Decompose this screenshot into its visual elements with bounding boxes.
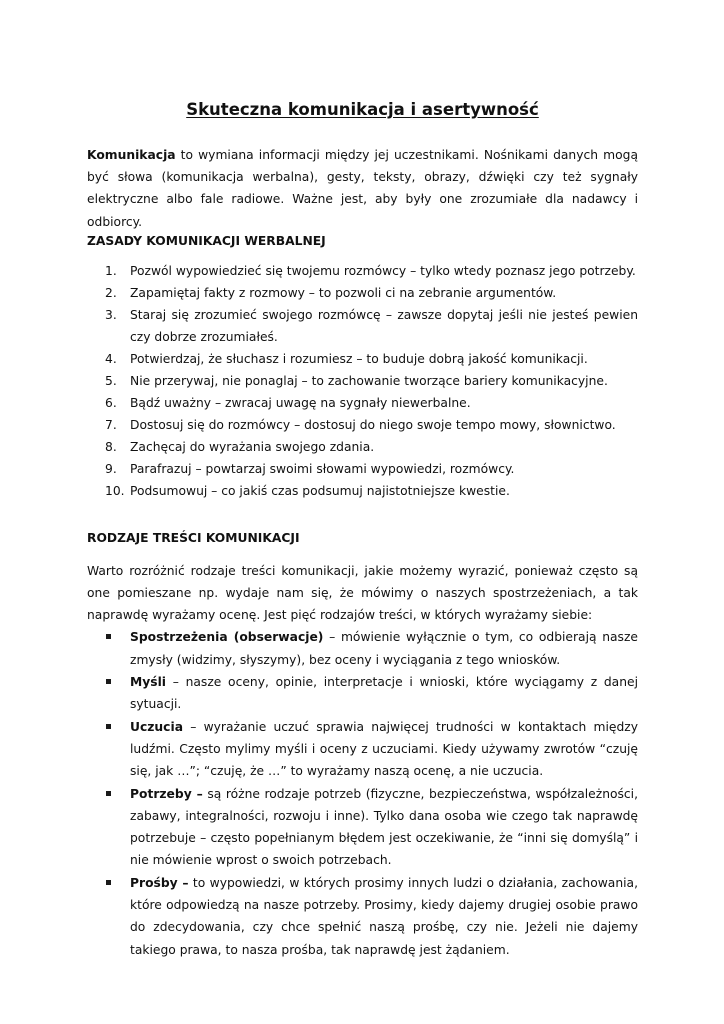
- list-item-term: Prośby –: [130, 875, 189, 890]
- square-bullet-icon: [106, 634, 111, 639]
- list-item-text: Pozwól wypowiedzieć się twojemu rozmówcy – tylko wtedy poznasz jego potrzeby.: [130, 263, 636, 278]
- list-item-term: Uczucia: [130, 719, 183, 734]
- list-item-number: 6.: [105, 395, 117, 410]
- list-item-text: Bądź uważny – zwracaj uwagę na sygnały niewerbalne.: [130, 395, 471, 410]
- list-item: [87, 260, 638, 282]
- list-item-text: Potwierdzaj, że słuchasz i rozumiesz – to buduje dobrą jakość komunikacji.: [130, 351, 588, 366]
- square-bullet-icon: [106, 791, 111, 796]
- list-item-term: Myśli: [130, 675, 167, 690]
- list-item: [87, 716, 638, 783]
- list-item-number: 10.: [105, 483, 125, 498]
- list-item-number: 1.: [105, 263, 117, 278]
- list-item: [87, 626, 638, 671]
- list-item-text: Parafrazuj – powtarzaj swoimi słowami wypowiedzi, rozmówcy.: [130, 461, 515, 476]
- list-item-term: Potrzeby –: [130, 786, 203, 801]
- list-item-text: Podsumowuj – co jakiś czas podsumuj najistotniejsze kwestie.: [130, 483, 510, 498]
- square-bullet-icon: [106, 679, 111, 684]
- list-item-number: 4.: [105, 351, 117, 366]
- types-list: [87, 626, 638, 960]
- list-item: [87, 348, 638, 370]
- list-item-term: Spostrzeżenia (obserwacje): [130, 630, 324, 645]
- intro-paragraph: [87, 144, 638, 233]
- list-item-text: – nasze oceny, opinie, interpretacje i wnioski, które wyciągamy z danej sytuacji.: [130, 675, 638, 712]
- list-item: [87, 414, 638, 436]
- list-item: [87, 392, 638, 414]
- list-item-text: Nie przerywaj, nie ponaglaj – to zachowanie tworzące bariery komunikacyjne.: [130, 373, 608, 388]
- document-title: Skuteczna komunikacja i asertywność: [186, 100, 539, 119]
- list-item: [87, 671, 638, 716]
- intro-term: Komunikacja: [87, 148, 176, 162]
- list-item-text: są różne rodzaje potrzeb (fizyczne, bezpieczeństwa, współzależności, zabawy, integralności, rozwoju i inne). Tylko dana osoba wie czego tak naprawdę potrzebuje – często popełnianym błędem jest oczekiwanie, że “inni się domyślą” i nie mówienie wprost o swoich potrzebach.: [130, 786, 638, 868]
- square-bullet-icon: [106, 880, 111, 885]
- rules-heading: ZASADY KOMUNIKACJI WERBALNEJ: [87, 233, 326, 248]
- list-item-number: 3.: [105, 307, 117, 322]
- types-heading: RODZAJE TREŚCI KOMUNIKACJI: [87, 530, 300, 545]
- list-item: [87, 458, 638, 480]
- list-item-text: Zachęcaj do wyrażania swojego zdania.: [130, 439, 375, 454]
- list-item: [87, 480, 638, 502]
- intro-text: to wymiana informacji między jej uczestnikami. Nośnikami danych mogą być słowa (komunikacja werbalna), gesty, teksty, obrazy, dźwięki czy też sygnały elektryczne albo fale radiowe. Ważne jest, aby były one zrozumiałe dla nadawcy i odbiorcy.: [87, 148, 638, 229]
- list-item-text: Dostosuj się do rozmówcy – dostosuj do niego swoje tempo mowy, słownictwo.: [130, 417, 616, 432]
- list-item-text: Zapamiętaj fakty z rozmowy – to pozwoli ci na zebranie argumentów.: [130, 285, 557, 300]
- list-item: [87, 282, 638, 304]
- document-page: [87, 98, 638, 961]
- types-intro-paragraph: Warto rozróżnić rodzaje treści komunikacji, jakie możemy wyrazić, ponieważ często są one pomieszane np. wydaje nam się, że mówimy o naszych spostrzeżeniach, a tak naprawdę wyrażamy ocenę. Jest pięć rodzajów treści, w których wyrażamy siebie:: [87, 563, 638, 623]
- list-item-text: – wyrażanie uczuć sprawia najwięcej trudności w kontaktach między ludźmi. Często mylimy myśli i oceny z uczuciami. Kiedy używamy zwrotów “czuję się, jak …”; “czuję, że …” to wyrażamy naszą ocenę, a nie uczucia.: [130, 719, 638, 779]
- list-item: [87, 370, 638, 392]
- list-item-number: 5.: [105, 373, 117, 388]
- list-item-number: 7.: [105, 417, 117, 432]
- list-item: [87, 872, 638, 961]
- list-item: [87, 304, 638, 348]
- list-item-text: to wypowiedzi, w których prosimy innych ludzi o działania, zachowania, które odpowiedzą na nasze potrzeby. Prosimy, kiedy dajemy drugiej osobie prawo do zdecydowania, czy chce spełnić naszą prośbę, czy nie. Jeżeli nie dajemy takiego prawa, to nasza prośba, tak naprawdę jest żądaniem.: [130, 875, 638, 957]
- list-item: [87, 436, 638, 458]
- list-item: [87, 783, 638, 872]
- list-item-text: Staraj się zrozumieć swojego rozmówcę – zawsze dopytaj jeśli nie jesteś pewien czy dobrze zrozumiałeś.: [130, 307, 638, 344]
- list-item-number: 9.: [105, 461, 117, 476]
- list-item-number: 8.: [105, 439, 117, 454]
- square-bullet-icon: [106, 724, 111, 729]
- list-item-text: – mówienie wyłącznie o tym, co odbierają nasze zmysły (widzimy, słyszymy), bez oceny i wyciągania z tego wniosków.: [130, 630, 638, 667]
- list-item-number: 2.: [105, 285, 117, 300]
- rules-list: [87, 260, 638, 502]
